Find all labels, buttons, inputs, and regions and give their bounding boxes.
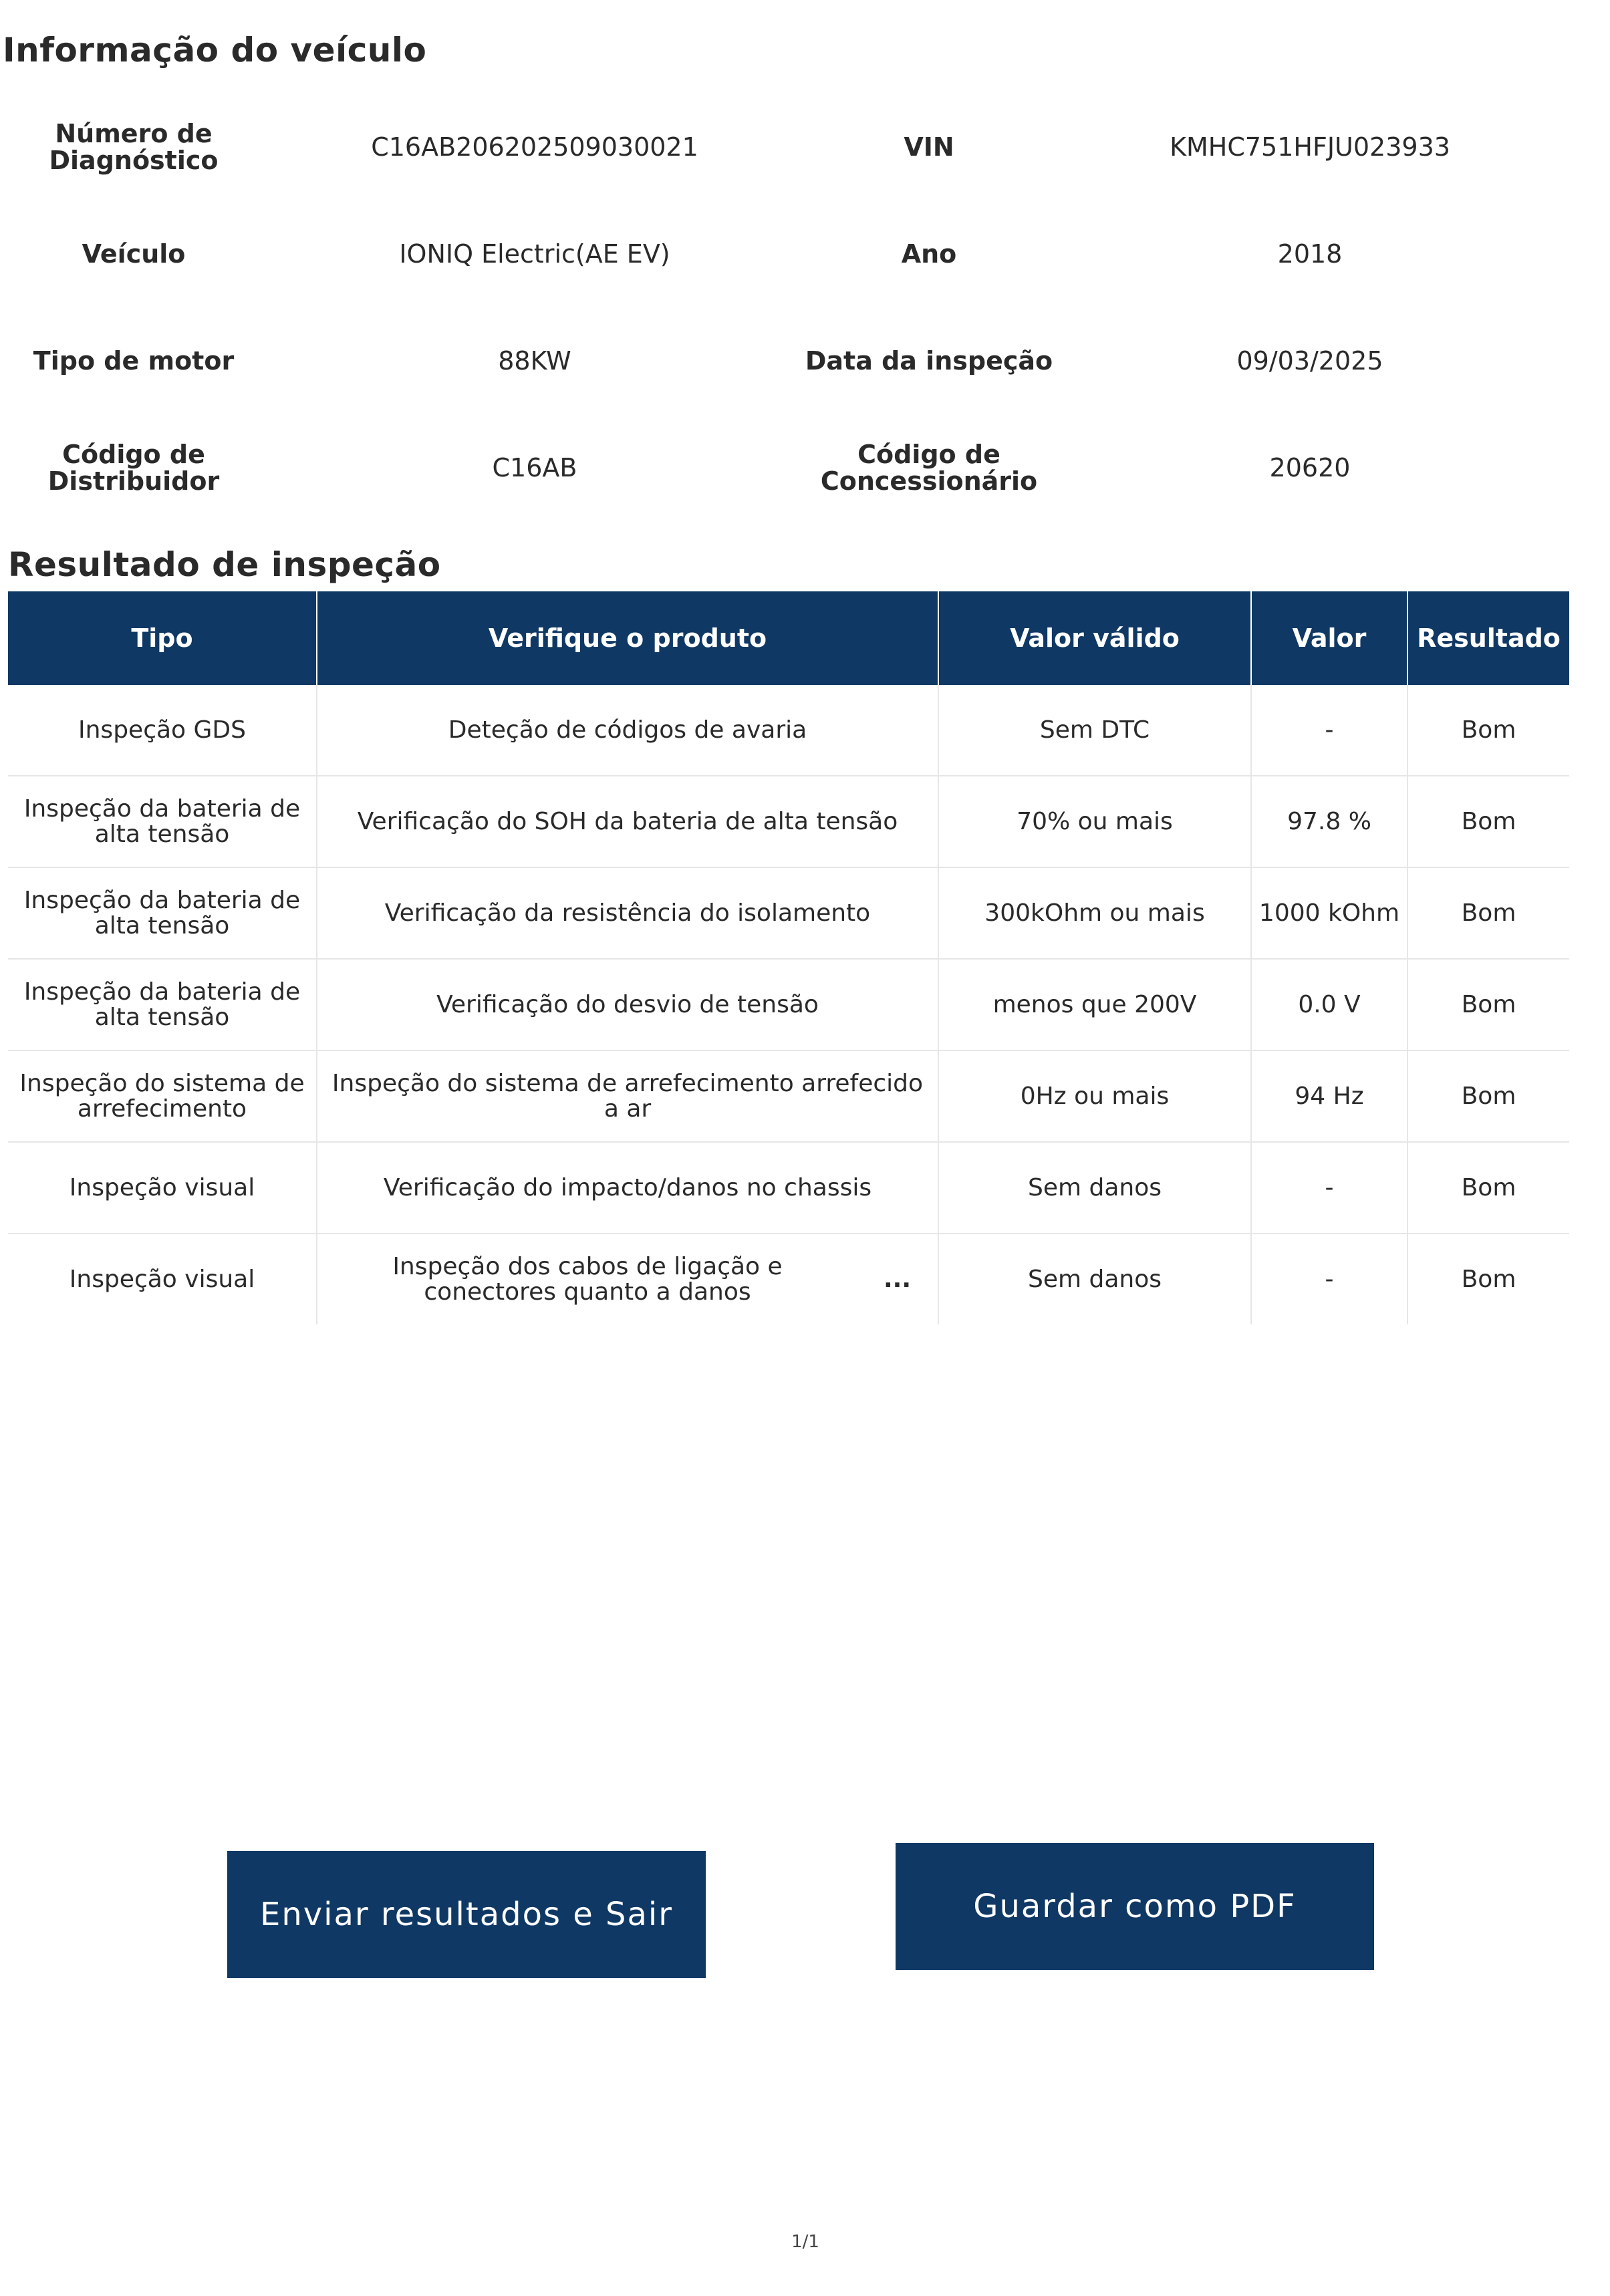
- cell-check-product-text: Inspeção dos cabos de ligação e conectores quanto a danos: [392, 1252, 783, 1306]
- label-diagnostic-number: Número de Diagnóstico: [49, 119, 219, 175]
- table-row: [8, 1050, 1569, 1142]
- value-year: 2018: [1277, 239, 1343, 269]
- label-distributor-code: Código de Distribuidor: [47, 440, 220, 496]
- cell-type: Inspeção da bateria de alta tensão: [8, 959, 317, 1050]
- label-vehicle: Veículo: [82, 239, 186, 269]
- table-row: [8, 776, 1569, 867]
- info-row: [13, 207, 1470, 301]
- cell-type: Inspeção da bateria de alta tensão: [8, 776, 317, 867]
- cell-result: Bom: [1407, 867, 1569, 959]
- cell-valid-value: Sem danos: [938, 1142, 1251, 1234]
- cell-check-product: Verificação do SOH da bateria de alta tensão: [317, 776, 938, 867]
- table-row: [8, 1142, 1569, 1234]
- cell-valid-value: 70% ou mais: [938, 776, 1251, 867]
- header-result: Resultado: [1407, 591, 1569, 685]
- value-diagnostic-number: C16AB206202509030021: [371, 132, 698, 162]
- cell-value: -: [1251, 1234, 1407, 1324]
- cell-result: Bom: [1407, 776, 1569, 867]
- cell-value: 94 Hz: [1251, 1050, 1407, 1142]
- table-row: [8, 959, 1569, 1050]
- table-header-row: [8, 591, 1569, 685]
- save-as-pdf-button[interactable]: Guardar como PDF: [896, 1843, 1374, 1970]
- cell-value: -: [1251, 1142, 1407, 1234]
- table-row: [8, 867, 1569, 959]
- inspection-results-table: [8, 591, 1569, 1324]
- cell-check-product: [317, 1234, 938, 1324]
- header-type: Tipo: [8, 591, 317, 685]
- cell-type: Inspeção visual: [69, 1265, 255, 1293]
- vehicle-info-grid: [13, 100, 1470, 508]
- cell-valid-value: 0Hz ou mais: [938, 1050, 1251, 1142]
- value-inspection-date: 09/03/2025: [1236, 346, 1383, 376]
- more-options-icon[interactable]: ...: [883, 1265, 911, 1293]
- cell-value: 97.8 %: [1251, 776, 1407, 867]
- cell-result: Bom: [1407, 685, 1569, 776]
- cell-result: Bom: [1407, 1142, 1569, 1234]
- cell-check-product: Verificação da resistência do isolamento: [317, 867, 938, 959]
- value-engine-type: 88KW: [498, 346, 571, 376]
- header-value: Valor: [1251, 591, 1407, 685]
- label-year: Ano: [901, 239, 957, 269]
- cell-result: Bom: [1407, 1234, 1569, 1324]
- cell-valid-value: Sem danos: [938, 1234, 1251, 1324]
- info-row: [13, 314, 1470, 408]
- label-engine-type: Tipo de motor: [33, 346, 235, 376]
- header-valid-value: Valor válido: [938, 591, 1251, 685]
- cell-valid-value: 300kOhm ou mais: [938, 867, 1251, 959]
- page-number: 1/1: [791, 2232, 819, 2252]
- label-dealer-code: Código de Concessionário: [820, 440, 1038, 496]
- table-row: [8, 685, 1569, 776]
- info-row: [13, 421, 1470, 515]
- cell-check-product: Inspeção do sistema de arrefecimento arrefecido a ar: [317, 1050, 938, 1142]
- value-distributor-code: C16AB: [492, 453, 577, 482]
- value-dealer-code: 20620: [1269, 453, 1351, 482]
- value-vehicle: IONIQ Electric(AE EV): [399, 239, 670, 269]
- inspection-result-title: Resultado de inspeção: [8, 545, 441, 584]
- cell-result: Bom: [1407, 1050, 1569, 1142]
- cell-type: Inspeção visual: [8, 1142, 317, 1234]
- cell-value: 1000 kOhm: [1251, 867, 1407, 959]
- value-vin: KMHC751HFJU023933: [1170, 132, 1450, 162]
- cell-check-product: Deteção de códigos de avaria: [317, 685, 938, 776]
- cell-value: 0.0 V: [1251, 959, 1407, 1050]
- info-row: [13, 100, 1470, 194]
- cell-result: Bom: [1407, 959, 1569, 1050]
- send-results-exit-button[interactable]: Enviar resultados e Sair: [227, 1851, 706, 1978]
- cell-check-product: Verificação do impacto/danos no chassis: [317, 1142, 938, 1234]
- cell-type: Inspeção GDS: [8, 685, 317, 776]
- label-inspection-date: Data da inspeção: [805, 346, 1053, 376]
- label-vin: VIN: [904, 132, 954, 162]
- cell-valid-value: menos que 200V: [938, 959, 1251, 1050]
- cell-type: Inspeção do sistema de arrefecimento: [8, 1050, 317, 1142]
- table-row: [8, 1234, 1569, 1324]
- cell-value: -: [1251, 685, 1407, 776]
- vehicle-info-title: Informação do veículo: [3, 31, 427, 69]
- cell-check-product: Verificação do desvio de tensão: [317, 959, 938, 1050]
- cell-valid-value: Sem DTC: [938, 685, 1251, 776]
- header-check-product: Verifique o produto: [317, 591, 938, 685]
- cell-type: Inspeção da bateria de alta tensão: [8, 867, 317, 959]
